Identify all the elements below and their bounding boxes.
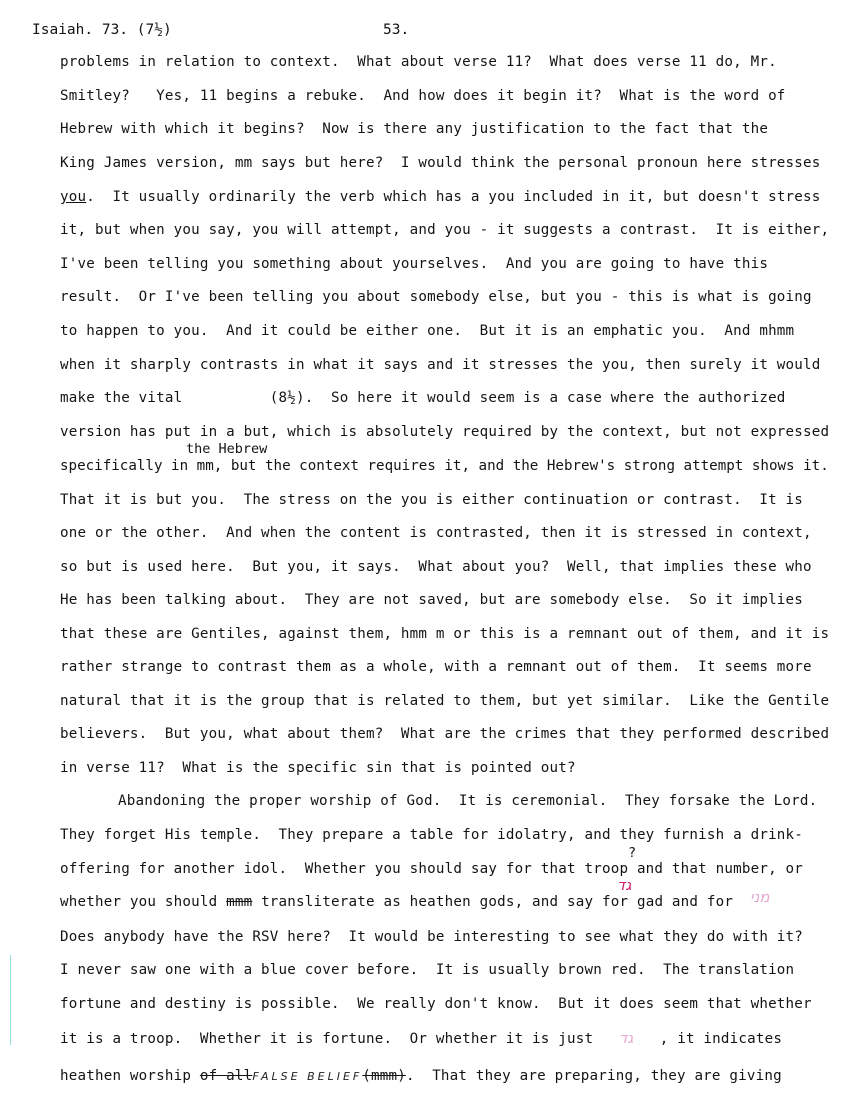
text-line xyxy=(60,189,821,205)
text-line: He has been talking about. They are not saved, but are somebody else. So it implies xyxy=(60,592,804,608)
text-segment: it is a troop. Whether it is fortune. Or whether it is just xyxy=(60,1031,594,1047)
text-line: fortune and destiny is possible. We really don't know. But it does seem that whether xyxy=(60,996,812,1012)
text-line: Hebrew with which it begins? Now is there any justification to the fact that the xyxy=(60,121,769,137)
struck-text: mmm xyxy=(226,894,253,910)
interlinear-insertion: the Hebrew xyxy=(186,441,268,457)
text-segment: . That they are preparing, they are giving xyxy=(405,1068,782,1084)
underlined-word: you xyxy=(60,189,87,205)
text-line xyxy=(60,894,733,910)
handwritten-hebrew-annotation: מני xyxy=(750,888,770,906)
text-line: when it sharply contrasts in what it says and it stresses the you, then surely it would xyxy=(60,357,821,373)
text-line: offering for another idol. Whether you should say for that troop and that number, or xyxy=(60,861,804,877)
text-segment: transliterate as heathen gods, and say for gad and for xyxy=(252,894,734,910)
header-fraction: (7½) xyxy=(136,22,172,38)
text-segment: heathen worship xyxy=(60,1068,200,1084)
text-line: that these are Gentiles, against them, hmm m or this is a remnant out of them, and it is xyxy=(60,626,830,642)
text-line xyxy=(60,1031,782,1047)
text-line: in verse 11? What is the specific sin that is pointed out? xyxy=(60,760,576,776)
text-line: specifically in mm, but the context requires it, and the Hebrew's strong attempt shows it. xyxy=(60,458,829,474)
text-line: I never saw one with a blue cover before. It is usually brown red. The translation xyxy=(60,962,795,978)
text-line: rather strange to contrast them as a whole, with a remnant out of them. It seems more xyxy=(60,659,812,675)
text-line: believers. But you, what about them? What are the crimes that they performed described xyxy=(60,726,830,742)
text-line: so but is used here. But you, it says. What about you? Well, that implies these who xyxy=(60,559,812,575)
text-line: I've been telling you something about yourselves. And you are going to have this xyxy=(60,256,769,272)
handwritten-hebrew-annotation: גד xyxy=(619,1031,634,1047)
handwritten-insertion: FALSE BELIEF xyxy=(252,1070,363,1083)
struck-text: of all xyxy=(199,1068,253,1084)
text-segment: . It usually ordinarily the verb which has a you included in it, but doesn't stress xyxy=(86,189,821,205)
text-segment: whether you should xyxy=(60,894,227,910)
text-line: to happen to you. And it could be either one. But it is an emphatic you. And mhmm xyxy=(60,323,795,339)
text-segment: , it indicates xyxy=(659,1031,783,1047)
text-line: problems in relation to context. What about verse 11? What does verse 11 do, Mr. xyxy=(60,54,777,70)
page-number: 53. xyxy=(383,22,410,38)
text-line: natural that it is the group that is related to them, but yet similar. Like the Gentile xyxy=(60,693,830,709)
interlinear-mark: ? xyxy=(628,845,637,861)
text-line: version has put in a but, which is absolutely required by the context, but not expressed xyxy=(60,424,830,440)
text-line: King James version, mm says but here? I would think the personal pronoun here stresses xyxy=(60,155,821,171)
struck-text: (mmm) xyxy=(362,1068,406,1084)
text-line: They forget His temple. They prepare a table for idolatry, and they furnish a drink- xyxy=(60,827,804,843)
text-line: one or the other. And when the content is contrasted, then it is stressed in context, xyxy=(60,525,812,541)
text-line: make the vital (8½). So here it would seem is a case where the authorized xyxy=(60,390,786,406)
margin-mark xyxy=(10,955,11,1045)
text-line: That it is but you. The stress on the you is either continuation or contrast. It is xyxy=(60,492,804,508)
header-title: Isaiah. 73. xyxy=(32,22,129,38)
handwritten-hebrew-annotation: גד xyxy=(617,876,632,894)
text-line: result. Or I've been telling you about somebody else, but you - this is what is going xyxy=(60,289,812,305)
page-header-title xyxy=(32,22,172,38)
text-line xyxy=(60,1068,782,1084)
text-line: it, but when you say, you will attempt, and you - it suggests a contrast. It is either, xyxy=(60,222,830,238)
text-line: Does anybody have the RSV here? It would be interesting to see what they do with it? xyxy=(60,929,804,945)
text-line: Smitley? Yes, 11 begins a rebuke. And how does it begin it? What is the word of xyxy=(60,88,786,104)
text-line: Abandoning the proper worship of God. It is ceremonial. They forsake the Lord. xyxy=(118,793,818,809)
